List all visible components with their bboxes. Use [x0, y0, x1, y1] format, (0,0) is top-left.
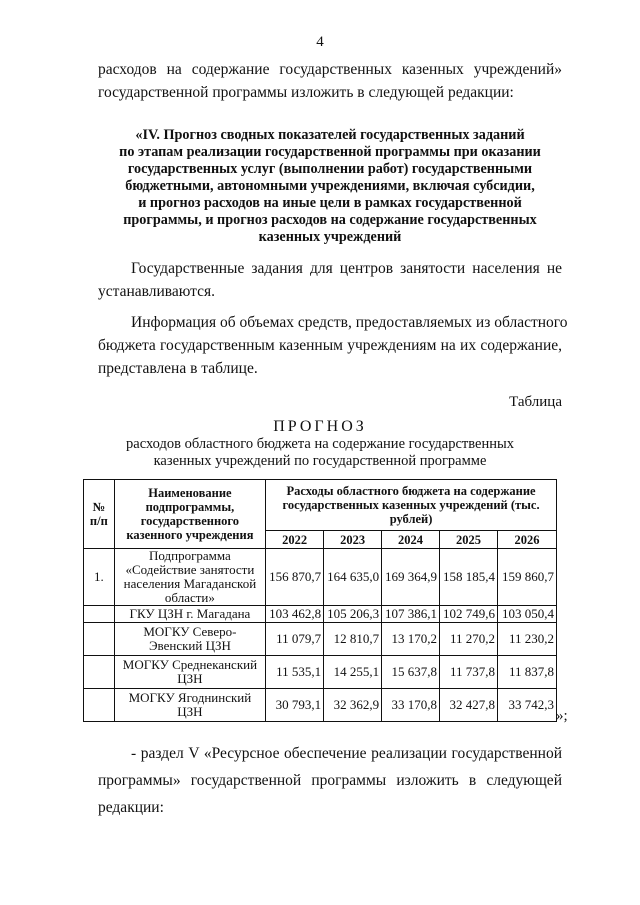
row-value: 169 364,9	[382, 549, 440, 606]
year-header: 2023	[324, 531, 382, 549]
year-header: 2024	[382, 531, 440, 549]
section-heading-line: казенных учреждений	[258, 229, 402, 245]
section-heading-line: по этапам реализации государственной программы при оказании	[119, 144, 541, 160]
table-caption: Таблица	[509, 394, 562, 410]
row-value: 11 535,1	[266, 656, 324, 689]
row-value: 32 427,8	[440, 689, 498, 722]
year-header: 2025	[440, 531, 498, 549]
table-row	[84, 623, 557, 656]
forecast-title: ПРОГНОЗ	[273, 418, 367, 435]
row-number	[84, 689, 115, 722]
paragraph-line: программы» государственной программы изложить в следующей	[98, 772, 562, 789]
row-name: Подпрограмма «Содействие занятости населения Магаданской области»	[114, 549, 265, 606]
expenses-table	[83, 479, 557, 722]
column-header-expenses: Расходы областного бюджета на содержание государственных казенных учреждений (тыс. рублей)	[266, 480, 557, 531]
forecast-subtitle-line: расходов областного бюджета на содержание государственных	[126, 436, 514, 452]
row-value: 107 386,1	[382, 606, 440, 623]
row-value: 11 230,2	[498, 623, 557, 656]
row-value: 103 050,4	[498, 606, 557, 623]
table-row	[84, 549, 557, 606]
year-header: 2026	[498, 531, 557, 549]
row-name: МОГКУ Ягоднинский ЦЗН	[114, 689, 265, 722]
row-value: 156 870,7	[266, 549, 324, 606]
paragraph-section-v	[98, 740, 562, 821]
row-value: 33 742,3	[498, 689, 557, 722]
row-value: 159 860,7	[498, 549, 557, 606]
row-number	[84, 623, 115, 656]
row-number	[84, 606, 115, 623]
paragraph-state-tasks	[98, 257, 562, 303]
row-value: 103 462,8	[266, 606, 324, 623]
section-heading-line: программы, и прогноз расходов на содержание государственных	[123, 212, 537, 228]
paragraph-line: устанавливаются.	[98, 283, 216, 300]
row-value: 30 793,1	[266, 689, 324, 722]
page-number: 4	[316, 34, 324, 50]
row-value: 13 170,2	[382, 623, 440, 656]
row-value: 33 170,8	[382, 689, 440, 722]
row-name: ГКУ ЦЗН г. Магадана	[114, 606, 265, 623]
row-number: 1.	[84, 549, 115, 606]
table-row	[84, 606, 557, 623]
section-heading-line: государственных услуг (выполнении работ) государственными	[127, 161, 533, 177]
year-header: 2022	[266, 531, 324, 549]
paragraph-line: бюджета государственным казенным учреждениям на их содержание,	[98, 337, 562, 354]
section-heading-line: бюджетными, автономными учреждениями, включая субсидии,	[125, 178, 535, 194]
column-header-number: № п/п	[84, 480, 115, 549]
row-value: 102 749,6	[440, 606, 498, 623]
row-value: 11 737,8	[440, 656, 498, 689]
section-heading-line: «IV. Прогноз сводных показателей государственных заданий	[135, 127, 525, 143]
row-value: 11 270,2	[440, 623, 498, 656]
table-closing-quote: »;	[556, 708, 568, 724]
intro-line: расходов на содержание государственных казенных учреждений»	[98, 61, 562, 78]
paragraph-line: представлена в таблице.	[98, 360, 258, 377]
row-number	[84, 656, 115, 689]
paragraph-line: Информация об объемах средств, предоставляемых из областного	[131, 314, 568, 331]
row-name: МОГКУ Северо-Эвенский ЦЗН	[114, 623, 265, 656]
row-value: 32 362,9	[324, 689, 382, 722]
row-value: 105 206,3	[324, 606, 382, 623]
paragraph-line: Государственные задания для центров занятости населения не	[131, 260, 562, 277]
section-heading	[98, 127, 562, 246]
column-header-name: Наименование подпрограммы, государственного казенного учреждения	[114, 480, 265, 549]
row-value: 14 255,1	[324, 656, 382, 689]
row-value: 11 837,8	[498, 656, 557, 689]
paragraph-line: редакции:	[98, 799, 164, 816]
intro-paragraph	[98, 58, 562, 104]
forecast-subtitle	[0, 436, 640, 470]
paragraph-line: - раздел V «Ресурсное обеспечение реализации государственной	[131, 745, 562, 762]
section-heading-line: и прогноз расходов на иные цели в рамках государственной	[138, 195, 522, 211]
row-value: 11 079,7	[266, 623, 324, 656]
forecast-subtitle-line: казенных учреждений по государственной программе	[153, 453, 487, 469]
row-value: 12 810,7	[324, 623, 382, 656]
row-value: 164 635,0	[324, 549, 382, 606]
intro-line: государственной программы изложить в следующей редакции:	[98, 84, 514, 101]
table-row	[84, 656, 557, 689]
paragraph-funding-info	[98, 311, 568, 380]
row-value: 15 637,8	[382, 656, 440, 689]
row-value: 158 185,4	[440, 549, 498, 606]
row-name: МОГКУ Среднеканский ЦЗН	[114, 656, 265, 689]
table-row	[84, 689, 557, 722]
